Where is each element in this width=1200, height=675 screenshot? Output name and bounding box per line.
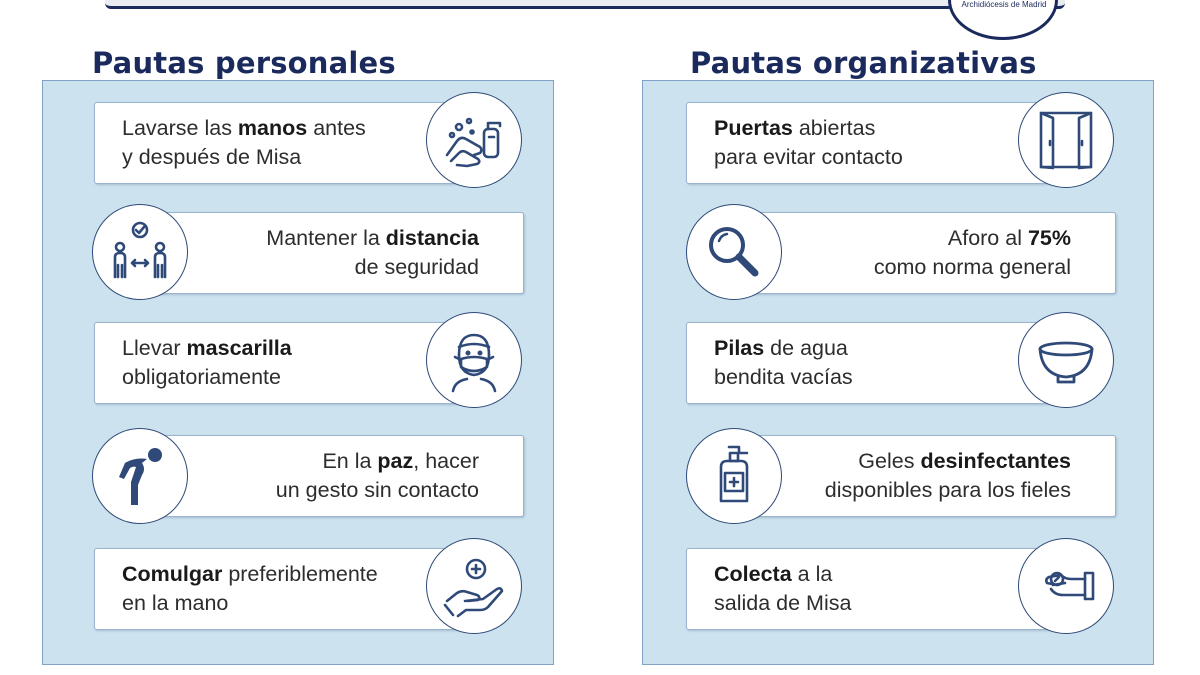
open-doors-icon bbox=[1018, 92, 1114, 188]
bowing-person-icon bbox=[92, 428, 188, 524]
social-distance-icon bbox=[92, 204, 188, 300]
organizational-title: Pautas organizativas bbox=[690, 46, 1037, 80]
handwash-icon bbox=[426, 92, 522, 188]
card-text: Llevar mascarilla obligatoriamente bbox=[122, 336, 292, 389]
magnifier-icon bbox=[686, 204, 782, 300]
card-text: En la paz, hacer un gesto sin contacto bbox=[275, 449, 479, 502]
card-wear-mask bbox=[94, 322, 468, 404]
card-text: Comulgar preferiblemente en la mano bbox=[122, 562, 378, 615]
card-collection bbox=[686, 548, 1060, 630]
card-text: Mantener la distancia de seguridad bbox=[266, 226, 479, 279]
seal-caption: Archidiócesis de Madrid bbox=[961, 0, 1047, 9]
sanitizer-icon bbox=[686, 428, 782, 524]
card-holy-water bbox=[686, 322, 1060, 404]
open-hand-icon bbox=[426, 538, 522, 634]
card-communion bbox=[94, 548, 468, 630]
donation-icon bbox=[1018, 538, 1114, 634]
card-text: Pilas de agua bendita vacías bbox=[714, 336, 853, 389]
card-text: Colecta a la salida de Misa bbox=[714, 562, 852, 615]
personal-title: Pautas personales bbox=[92, 46, 396, 80]
card-open-doors bbox=[686, 102, 1060, 184]
bowl-icon bbox=[1018, 312, 1114, 408]
card-text: Geles desinfectantes disponibles para los fieles bbox=[824, 449, 1071, 502]
face-mask-icon bbox=[426, 312, 522, 408]
card-text: Lavarse las manos antes y después de Misa bbox=[122, 116, 366, 169]
card-wash-hands bbox=[94, 102, 468, 184]
header-band bbox=[105, 0, 1065, 9]
card-text: Puertas abiertas para evitar contacto bbox=[714, 116, 903, 169]
card-text: Aforo al 75% como norma general bbox=[873, 226, 1071, 279]
